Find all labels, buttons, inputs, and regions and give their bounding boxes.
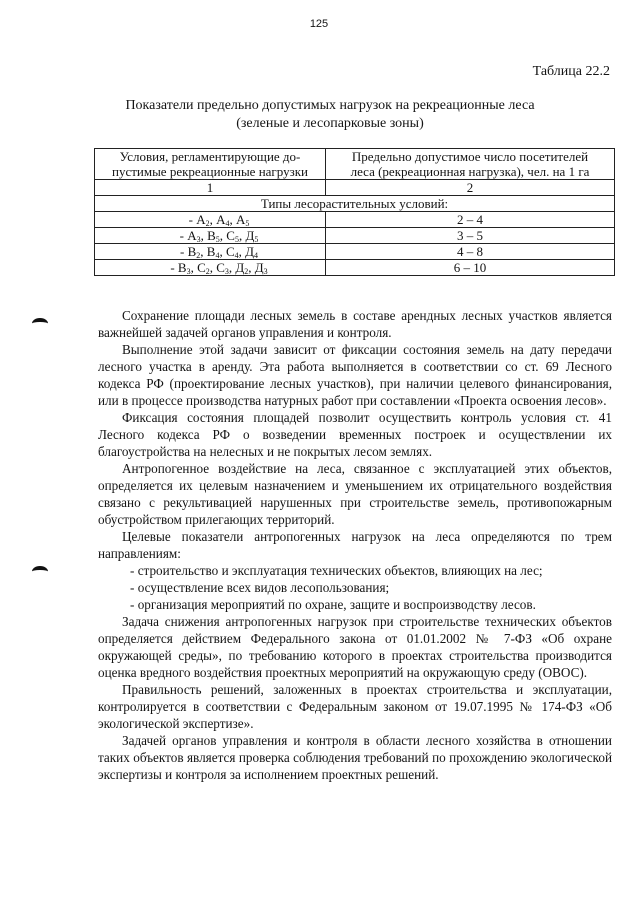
load-cell: 6 – 10: [326, 260, 615, 276]
condition-subscript: 2: [244, 267, 249, 276]
recreation-load-table: [94, 148, 615, 276]
caption-line-2: (зеленые и лесопарковые зоны): [236, 116, 424, 131]
caption-line-1: Показатели предельно допустимых нагрузок на рекреационные леса: [125, 98, 535, 113]
condition-letter: В: [187, 244, 197, 259]
paragraph: Выполнение этой задачи зависит от фиксации состояния земель на дату передачи лесного участка в аренду. Эта работа выполняется в соответствии со ст. 69 Лесного кодекса РФ (проектирование лесных участков), при наличии целевого финансирования, или в процессе производства натурных работ при составлении «Проекта освоения лесов».: [98, 342, 612, 408]
table-row: [95, 244, 615, 260]
paragraph: Задачей органов управления и контроля в области лесного хозяйства в отношении таких объектов является проверка соблюдения требований по прохождению экологической экспертизы и контроля за исполнением проектных решений.: [98, 733, 612, 782]
table-row: [95, 212, 615, 228]
header-conditions-line-2: пустимые рекреационные нагрузки: [95, 164, 326, 180]
paragraph: - осуществление всех видов лесопользования;: [130, 580, 390, 595]
condition-subscript: 5: [215, 235, 220, 244]
header-conditions-line-1: Условия, регламентирующие до-: [95, 149, 326, 165]
header-load-line-1: Предельно допустимое число посетителей: [326, 149, 615, 165]
condition-subscript: 2: [205, 219, 210, 228]
paragraph: Целевые показатели антропогенных нагрузок на леса определяются по трем направлениям:: [98, 529, 612, 561]
condition-letter: А: [216, 212, 226, 227]
table-number: Таблица 22.2: [532, 64, 610, 79]
section-row: [95, 196, 615, 212]
paragraph: Правильность решений, заложенных в проектах строительства и эксплуатации, контролируется в соответствии с Федеральным законом от 19.07.1995 № 174-ФЗ «Об экологической экспертизе».: [98, 682, 612, 731]
condition-letter: Д: [235, 260, 245, 275]
table-caption: [90, 97, 570, 133]
condition-prefix: -: [188, 212, 197, 227]
condition-cell: - $В_3$, $С_2$, $С_3$, $Д_2$, $Д_3$: [95, 260, 326, 276]
table-row: [95, 260, 615, 276]
paragraph: Задача снижения антропогенных нагрузок при строительстве технических объектов определяется действием Федерального закона от 01.01.2002 № 7-ФЗ «Об охране окружающей среды», по требованию которого в проектах строительства производится оценка вредного воздействия проектных мероприятий на окружающую среду (ОВОС).: [98, 614, 612, 680]
paragraph: Сохранение площади лесных земель в составе арендных лесных участков является важнейшей задачей органов управления и контроля.: [98, 308, 612, 340]
table-row: [95, 228, 615, 244]
condition-letter: В: [177, 260, 187, 275]
condition-letter: Д: [254, 260, 264, 275]
paragraph: Антропогенное воздействие на леса, связанное с эксплуатацией этих объектов, определяется их целевым назначением и уменьшением их отрицательного воздействия связано с рекультивацией нарушенных при строительстве земель, противопожарным обустройством прилегающих территорий.: [98, 461, 612, 527]
condition-letter: С: [197, 260, 206, 275]
condition-letter: А: [196, 212, 206, 227]
column-number-1: 1: [95, 180, 326, 196]
body-text: [98, 307, 612, 783]
condition-subscript: 5: [254, 235, 259, 244]
condition-subscript: 2: [196, 251, 201, 260]
binding-mark: [32, 318, 48, 329]
load-cell: 2 – 4: [326, 212, 615, 228]
condition-cell: - $А_3$, $В_5$, $С_5$, $Д_5$: [95, 228, 326, 244]
condition-subscript: 4: [234, 251, 239, 260]
condition-subscript: 4: [225, 219, 230, 228]
condition-prefix: -: [179, 228, 188, 243]
condition-letter: Д: [245, 228, 255, 243]
paragraph: - строительство и эксплуатация технических объектов, влияющих на лес;: [130, 563, 543, 578]
condition-letter: С: [226, 228, 235, 243]
condition-cell: - $В_2$, $В_4$, $С_4$, $Д_4$: [95, 244, 326, 260]
paragraph: Фиксация состояния площадей позволит осуществить контроль условия ст. 41 Лесного кодекса РФ о возведении временных построек и осуществлении их благоустройства на нелесных и не покрытых лесом землях.: [98, 410, 612, 459]
condition-letter: Д: [245, 244, 254, 259]
header-load-line-2: леса (рекреационная нагрузка), чел. на 1 га: [326, 164, 615, 180]
condition-subscript: 5: [245, 219, 250, 228]
condition-letter: А: [235, 212, 246, 227]
condition-letter: С: [225, 244, 235, 259]
condition-letter: С: [216, 260, 225, 275]
condition-subscript: 3: [196, 235, 201, 244]
page-number: 125: [309, 18, 329, 30]
condition-subscript: 3: [263, 267, 268, 276]
condition-subscript: 2: [205, 267, 210, 276]
condition-letter: В: [207, 228, 216, 243]
table-body: [95, 212, 615, 276]
condition-letter: В: [206, 244, 216, 259]
condition-prefix: -: [170, 260, 178, 275]
condition-subscript: 4: [253, 251, 258, 260]
condition-prefix: -: [180, 244, 188, 259]
header-row-continued: [95, 164, 615, 180]
paragraph: - организация мероприятий по охране, защите и воспроизводству лесов.: [130, 597, 536, 612]
condition-subscript: 4: [215, 251, 220, 260]
condition-letter: А: [187, 228, 197, 243]
column-number-2: 2: [326, 180, 615, 196]
condition-subscript: 5: [234, 235, 239, 244]
condition-subscript: 3: [224, 267, 229, 276]
column-number-row: [95, 180, 615, 196]
binding-mark: [32, 566, 48, 577]
condition-subscript: 3: [186, 267, 191, 276]
section-heading: Типы лесорастительных условий:: [95, 196, 615, 212]
load-cell: 4 – 8: [326, 244, 615, 260]
load-cell: 3 – 5: [326, 228, 615, 244]
condition-cell: - $А_2$, $А_4$, $А_5$: [95, 212, 326, 228]
header-row: [95, 149, 615, 165]
